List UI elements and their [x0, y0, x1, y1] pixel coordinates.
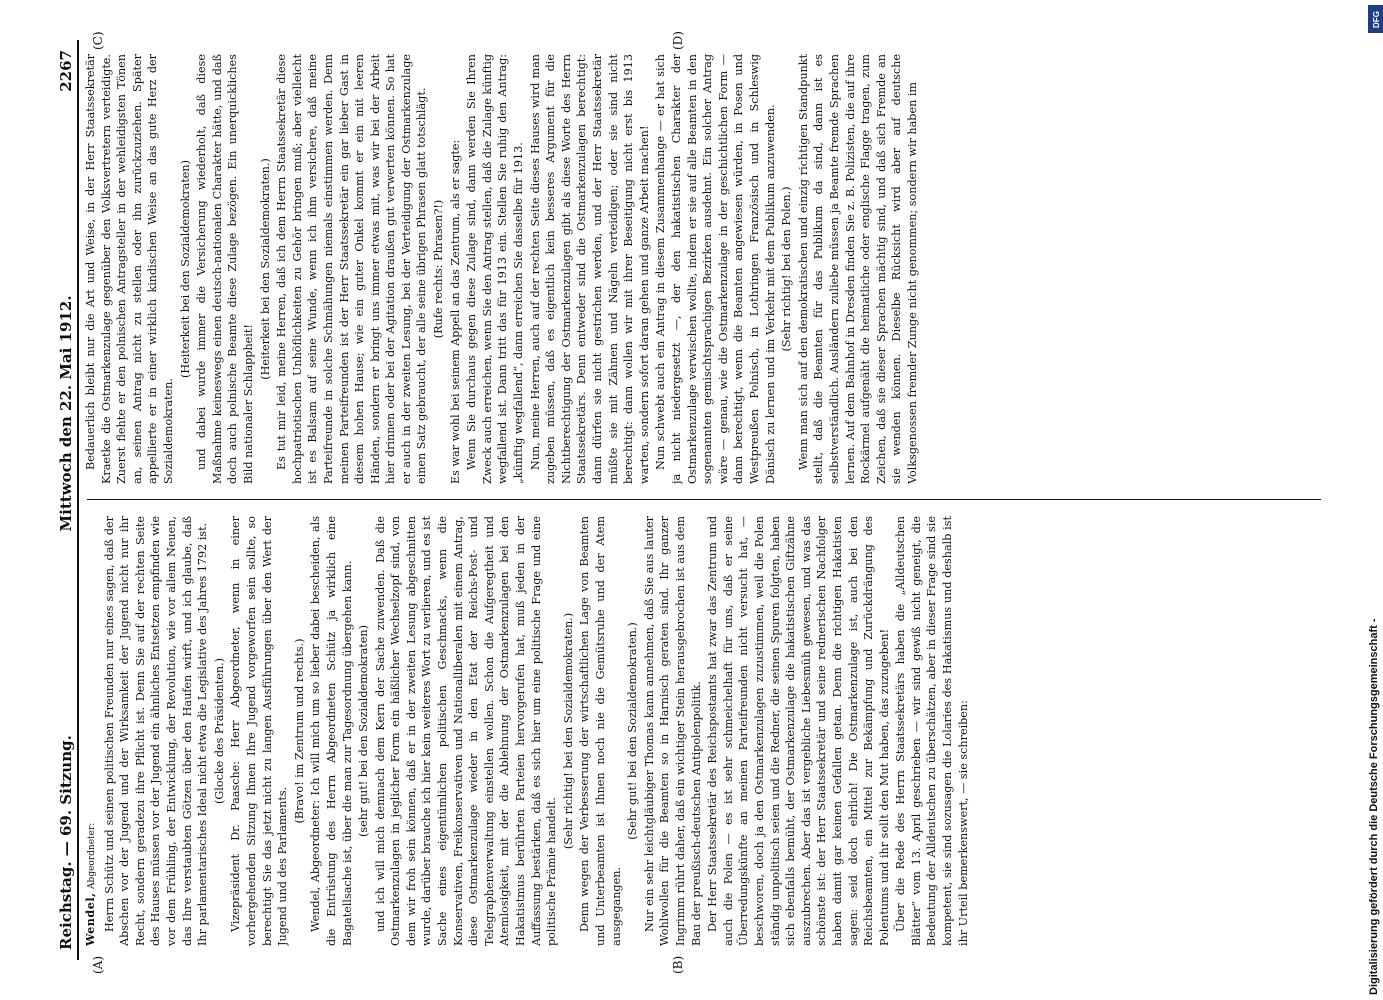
interjection: (sehr gut! bei den Sozialdemokraten): [357, 625, 371, 837]
left-column: [83, 516, 1327, 946]
interjection: (Rufe rechts: Phrasen?!): [432, 199, 446, 339]
interjection: (Glocke des Präsidenten.): [212, 658, 226, 805]
paragraph: Es war wohl bei seinem Appell an das Zentrum, als er sagte:: [448, 139, 462, 484]
quote-paragraph: Wenn Sie durchaus gegen diese Zulage sind, dann werden Sie Ihren Zweck auch erreichen, wenn Sie den Antrag stellen, daß die Zulage künftig wegfallend ist. Dann tritt das für 1913 ein. Stellen Sie ruhig den Antrag: „künftig wegfallend“, dann erreichen Sie dasselbe für 1913.: [465, 54, 526, 484]
dfg-logo: [1368, 5, 1383, 33]
page-number: 2267: [57, 50, 75, 92]
header-date: Mittwoch den 22. Mai 1912.: [57, 295, 75, 532]
paragraph: Herrn Schütz und seinen politischen Freunden nur eines sagen, daß der Abschen vor der Jugend und der Wirksamkeit der Jugend nicht nur ihr Recht, sondern geradezu ihre Pflicht ist. Denn Sie auf der rechten Seite des Hauses müssen vor der Jugend ein ähnliches Entsetzen empfinden wie vor dem Frühling, der Entwicklung, der Revolution, wie vor allem Neuen, das Ihre verstaubten Götzen über den Haufen wirft, und ich glaube, daß Ihr parlamentarisches Ideal nicht etwa die Legislative des Jahres 1792 ist.: [102, 516, 210, 946]
paragraph: Vizepräsident Dr. Paasche: Herr Abgeordneter, wenn in einer vorhergehenden Sitzung Ihnen Ihre Jugend vorgeworfen sein sollte, so berechtigt Sie das jetzt nicht zu langen Ausführungen über den Wert der Jugend und des Parlaments.: [229, 516, 290, 946]
paragraph: Nun, meine Herren, auch auf der rechten Seite dieses Hauses wird man zugeben müssen, daß es eigentlich kein besseres Argument für die Nichtberechtigung der Ostmarkenzulagen gibt als diese Worte des Herrn Staatssekretärs. Denn entweder sind die Ostmarkenzulagen berechtigt: dann dürfen sie nicht gestrichen werden, und der Herr Staatssekretär müßte sie mit Zähnen und Nägeln verteidigen; oder sie sind nicht berechtigt: dann wollen wir mit ihrer Beseitigung nicht erst bis 1913 warten, sondern sofort daran gehen und ganze Arbeit machen!: [528, 54, 651, 484]
interjection: (Sehr richtig! bei den Polen.): [780, 186, 794, 352]
paragraph: Der Herr Staatssekretär des Reichspostamts hat zwar das Zentrum und auch die Polen — es ist sehr schmeichelhaft für uns, daß er seine Überredungskünfte an meinen Parteifreunden nicht versucht hat, — beschworen, doch ja den Ostmarkenzulagen zuzustimmen, weil die Polen ständig unpolitisch seien und die Redner, die seinen Spuren folgten, haben sich ebenfalls bemüht, der Ostmarkenzulage die hakatistischen Giftzähne auszubrechen. Aber das ist vergebliche Liebesmüh gewesen, und was das schönste ist: der Herr Staatssekretär und seine rednerischen Nachfolger haben damit gar keinen Gefallen getan. Denn die richtigen Hakatisten sagen: seid doch ehrlich! Die Ostmarkenzulage ist, auch bei den Reichsbeamten, ein Mittel zur Bekämpfung und Zurückdrängung des Polentums und ihr sollt den Mut haben, das zuzugeben!: [706, 516, 891, 946]
paragraph: Nun schwebt auch ein Antrag in diesem Zusammenhange — er hat sich ja nicht niedergesetzt —, der den hakatistischen Charakter der Ostmarkenzulage verwischen wollte, indem er sie auf alle Beamten in den sogenannten gemischtsprachigen Bezirken ausdehnt. Ein solcher Antrag wäre — genau, wie die Ostmarkenzulage in der geschichtlichen Form — dann berechtigt, wenn die Beamten angewiesen würden, in Posen und Westpreußen Polnisch, in Lothringen Französisch und in Schleswig Dänisch zu lernen und im Verkehr mit dem Publikum anzuwenden.: [654, 54, 777, 484]
right-column: [83, 54, 1327, 484]
running-header: [49, 50, 75, 950]
margin-marker-d: (D): [671, 31, 685, 50]
speaker-line: [83, 516, 101, 946]
column-divider: [87, 499, 1321, 500]
header-rule: [77, 40, 79, 960]
interjection: (Sehr gut! bei den Sozialdemokraten.): [626, 622, 640, 840]
interjection: (Sehr richtig! bei den Sozialdemokraten.): [561, 612, 575, 850]
paragraph: Wenn man sich auf den demokratischen und einzig richtigen Standpunkt stellt, daß die Beamten für das Publikum da sind, dann ist es selbstverständlich. Ausländern zuliebe müssen ja Beamte fremde Sprachen lernen. Auf dem Bahnhof in Dresden finden Sie z. B. Polizisten, die auf ihre Rockärmel aufgenäht die heimatliche oder englische Flagge tragen, zum Zeichen, daß sie dieser Sprachen mächtig sind, und daß sich Fremde an sie wenden können. Dieselbe Rücksicht wird aber auf deutsche Volksgenossen fremder Zunge nicht genommen; sondern wir haben im: [796, 54, 919, 484]
interjection: (Heiterkeit bei den Sozialdemokraten.): [258, 158, 272, 380]
rotated-document: [31, 20, 1351, 980]
paragraph: Nur ein sehr leichtgläubiger Thomas kann annehmen, daß Sie aus lauter Wohlwollen für die Beamten so in Harnisch geraten sind. Ihr ganzer Ingrimm rührt daher, daß ein wichtiger Stein herausgebrochen ist aus dem Bau der preußisch-deutschen Antipolenpolitik.: [642, 516, 703, 946]
paragraph: Es tut mir leid, meine Herren, daß ich dem Herrn Staatssekretär diese hochpatriotischen Unhöflichkeiten zu Gehör bringen muß; aber vielleicht ist es Balsam auf seine Wunde, wenn ich ihm versichere, daß meine Parteifreunde in solche Schmähungen niemals einstimmen werden. Denn meinen Parteifreunden ist der Herr Staatssekretär ein gar lieber Gast in diesem hohen Hause; wie ein guter Onkel kommt er ein mit leeren Händen, sondern er bringt uns immer etwas mit, was wir bei der Arbeit hier drinnen oder bei der Agitation draußen gut verwerten können. So hat er auch in der zweiten Lesung, bei der Verteidigung der Ostmarkenzulage einen Satz gebraucht, der alle seine übrigen Phrasen glatt totschlägt.: [275, 54, 429, 484]
speaker-role: Abgeordneter:: [87, 822, 97, 889]
dfg-logo-text: DFG: [1371, 10, 1381, 28]
paragraph: Denn wegen der Verbesserung der wirtschaftlichen Lage von Beamten und Unterbeamten ist Ihnen noch nie die Gemütsruhe und der Atem ausgegangen.: [578, 516, 623, 946]
paragraph: Über die Rede des Herrn Staatssekretärs haben die „Alldeutschen Blätter“ vom 13. April geschrieben — wir sind gewiß nicht geneigt, die Bedeutung der Alldeutschen zu überschätzen, aber in dieser Frage sind sie kompetent, sie sind sozusagen die Lolaries des Hakatismus und deshalb ist ihr Urteil bemerkenswert, — sie schreiben:: [894, 516, 970, 946]
paragraph: und ich will mich demnach dem Kern der Sache zuwenden. Daß die Ostmarkenzulagen in jeglicher Form ein häßlicher Wechselzopf sind, von dem wir froh sein können, daß er in der zweiten Lesung abgeschnitten wurde, darüber brauche ich hier kein weiteres Wort zu verlieren, und es ist Sache eines eigentümlichen politischen Geschmacks, wenn die Konservativen, Freikonservativen und Nationalliberalen mit einem Antrag, diese Ostmarkenzulage wieder in den Etat der Reichs-Post- und Telegraphenverwaltung einstellen wollen. Schon die Aufgeregtheit und Atemlosigkeit, mit der die Ablehnung der Ostmarkenzulagen bei den Hakatistmus berührten Parteien hervorgerufen hat, muß jeden in der Auffassung bestärken, daß es sich hier um eine politische Frage und eine politische Prämie handelt.: [373, 516, 559, 946]
speaker-name: Wendel,: [83, 892, 97, 946]
margin-marker-c: (C): [91, 31, 105, 50]
paragraph: Wendel, Abgeordneter: Ich will mich um so lieber dabei bescheiden, als die Entrüstung des Herrn Abgeordneten Schütz ja wirklich eine Bagatellsache ist, über die man zur Tagesordnung übergehen kann.: [309, 516, 354, 946]
interjection: (Bravo! im Zentrum und rechts.): [292, 638, 306, 824]
margin-marker-b: (B): [671, 955, 685, 974]
interjection: (Heiterkeit bei den Sozialdemokraten): [178, 160, 192, 379]
quote-paragraph: Bedauerlich bleibt nur die Art und Weise, in der Herr Staatssekretär Kraetke die Ostmarkenzulage gegenüber den Volksvertretern verteidigte. Zuerst flehte er den polnischen Antragsteller in der wehleidigsten Tönen an, seinen Antrag nicht zu stellen oder ihn zurückzuziehen. Später appellierte er in einer wirklich kindischen Weise an das gute Herz der Sozialdemokraten.: [84, 54, 175, 484]
quote-paragraph: und dabei wurde immer die Versicherung wiederholt, daß diese Maßnahme keineswegs einen deutsch-nationalen Charakter hätte, und daß doch auch polnische Beamte diese Zulage bezögen. Ein unerquickliches Bild nationaler Schlappheit!: [195, 54, 255, 484]
digitization-credit: Digitalisierung gefördert durch die Deutsche Forschungsgemeinschaft -: [1368, 618, 1380, 995]
header-left: Reichstag. — 69. Sitzung.: [57, 735, 75, 950]
margin-marker-a: (A): [91, 955, 105, 974]
